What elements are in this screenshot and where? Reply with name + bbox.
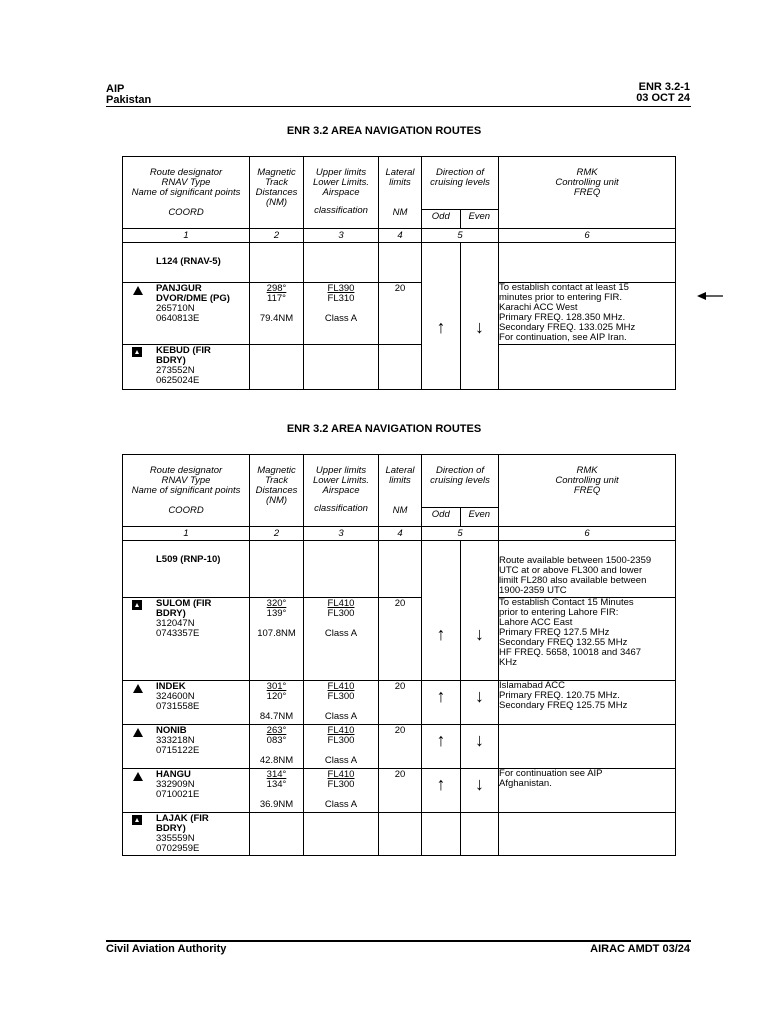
track-in: 120°	[266, 691, 287, 702]
upper-limit: FL410	[327, 598, 355, 609]
point-row	[123, 598, 676, 681]
point-lat: 335559N	[156, 833, 195, 844]
lateral-limit: 20	[394, 725, 406, 736]
up-arrow-icon: ↑	[436, 624, 446, 644]
empty-cell	[250, 813, 304, 856]
point-cell	[123, 283, 250, 345]
empty-cell	[379, 345, 422, 390]
up-arrow-icon: ↑	[436, 730, 446, 750]
even-direction-cell	[461, 769, 499, 813]
header-rule	[106, 106, 691, 107]
empty-cell	[499, 243, 676, 283]
col2-sub2: Distances	[255, 187, 298, 198]
distance: 42.8NM	[259, 755, 294, 766]
col6-sub2: FREQ	[573, 187, 601, 198]
col6-header	[499, 157, 676, 229]
remark-line: Islamabad ACC	[499, 680, 566, 691]
remark-line: To establish contact at least 15	[499, 282, 629, 293]
col6-header	[499, 455, 676, 527]
even-direction-cell	[461, 243, 499, 390]
point-lat: 273552N	[156, 365, 195, 376]
odd-label: Odd	[422, 210, 461, 228]
reporting-point-triangle-icon	[133, 728, 143, 737]
limits-cell	[304, 598, 379, 681]
lateral-cell	[379, 725, 422, 769]
col-number-1: 1	[123, 229, 250, 243]
remark-line: Lahore ACC East	[499, 617, 573, 628]
point-name-2: DVOR/DME (PG)	[156, 293, 230, 304]
col4-sub1: limits	[389, 475, 411, 486]
point-name: LAJAK (FIR	[156, 813, 209, 824]
header-page-number: ENR 3.2-1	[638, 81, 690, 93]
point-lon: 0702959E	[156, 843, 200, 854]
even-label: Even	[468, 509, 491, 520]
point-lat: 265710N	[156, 303, 195, 314]
point-row	[123, 681, 676, 725]
limits-cell	[304, 725, 379, 769]
empty-cell	[379, 243, 422, 283]
col2-title: Magnetic	[257, 465, 296, 476]
point-name: SULOM (FIR	[156, 598, 212, 609]
limits-cell	[304, 681, 379, 725]
empty-cell	[422, 813, 461, 856]
col-number-6: 6	[499, 527, 676, 541]
table-header-row	[123, 455, 676, 527]
remark-line: limilt FL280 also available between	[499, 575, 647, 586]
track-cell	[250, 681, 304, 725]
down-arrow-icon: ↓	[475, 774, 484, 794]
distance: 107.8NM	[257, 628, 296, 639]
empty-cell	[250, 345, 304, 390]
section-title-1: ENR 3.2 AREA NAVIGATION ROUTES	[286, 125, 482, 137]
point-row	[123, 813, 676, 856]
airspace-class: Class A	[324, 628, 358, 639]
track-in: 117°	[267, 293, 286, 304]
remark-line: Primary FREQ. 128.350 MHz.	[499, 312, 626, 323]
point-name: HANGU	[156, 769, 191, 780]
up-arrow-icon: ↑	[436, 317, 446, 337]
remark-line: 1900-2359 UTC	[499, 585, 567, 596]
col3-header	[304, 157, 379, 229]
point-name: PANJGUR	[156, 283, 202, 294]
col1-sub2: Name of significant points	[131, 187, 241, 198]
lateral-limit: 20	[394, 283, 406, 294]
remark-line: HF FREQ. 5658, 10018 and 3467	[499, 647, 642, 658]
even-direction-cell	[461, 725, 499, 769]
lower-limit: FL300	[327, 735, 355, 746]
lower-limit: FL300	[327, 691, 355, 702]
even-label: Even	[468, 211, 491, 222]
point-row	[123, 769, 676, 813]
col6-sub2: FREQ	[573, 485, 601, 496]
col2-title: Magnetic	[257, 167, 296, 178]
col5-header	[422, 455, 499, 527]
empty-cell	[499, 725, 676, 769]
col4-title: Lateral	[385, 167, 415, 178]
col1-sub2: Name of significant points	[131, 485, 241, 496]
header-date: 03 OCT 24	[636, 92, 690, 104]
point-sulom	[123, 598, 249, 639]
table-header-row	[123, 157, 676, 229]
up-arrow-icon: ↑	[436, 774, 446, 794]
col6-sub1: Controlling unit	[555, 177, 619, 188]
point-lon: 0715122E	[156, 745, 200, 756]
col4-header	[379, 157, 422, 229]
route-designator: L124 (RNAV-5)	[156, 256, 221, 267]
routes-table-l124	[122, 156, 676, 390]
upper-limit: FL410	[327, 725, 355, 736]
upper-limit: FL390	[327, 283, 355, 294]
amendment-arrow-icon	[697, 290, 723, 302]
col4-sub2: NM	[392, 207, 408, 218]
down-arrow-icon: ↓	[475, 317, 484, 337]
point-cell	[123, 681, 250, 725]
empty-cell	[304, 243, 379, 283]
col3-title: Upper limits	[315, 167, 367, 178]
point-lon: 0640813E	[156, 313, 200, 324]
col4-sub2: NM	[392, 505, 408, 516]
point-name-2: BDRY)	[156, 608, 186, 619]
distance: 84.7NM	[259, 711, 294, 722]
point-lajak	[123, 813, 249, 854]
empty-cell	[304, 345, 379, 390]
odd-direction-cell	[422, 541, 461, 681]
lateral-limit: 20	[394, 681, 406, 692]
remark-line: Primary FREQ 127.5 MHz	[499, 627, 610, 638]
header-aip: AIP	[106, 83, 125, 95]
track-cell	[250, 598, 304, 681]
col1-header	[123, 455, 250, 527]
col6-title: RMK	[576, 465, 598, 476]
header-left	[106, 84, 151, 106]
column-number-row	[123, 527, 676, 541]
col5-title: Direction of	[435, 465, 485, 476]
track-out: 263°	[266, 725, 287, 736]
col3-title: Upper limits	[315, 465, 367, 476]
remark-line: Karachi ACC West	[499, 302, 578, 313]
point-nonib	[123, 725, 249, 756]
empty-cell	[461, 813, 499, 856]
col-number-5: 5	[422, 229, 499, 243]
odd-even-row	[422, 209, 498, 228]
remark-line: For continuation, see AIP Iran.	[499, 332, 627, 343]
airspace-class: Class A	[324, 799, 358, 810]
point-lat: 324600N	[156, 691, 195, 702]
remark-line: To establish Contact 15 Minutes	[499, 597, 634, 608]
point-lat: 333218N	[156, 735, 195, 746]
empty-cell	[304, 813, 379, 856]
col1-sub3: COORD	[168, 207, 204, 218]
track-cell	[250, 283, 304, 345]
fir-boundary-icon	[132, 600, 142, 610]
col2-sub3: (NM)	[265, 495, 288, 506]
col-number-2: 2	[250, 527, 304, 541]
col5-sub1: cruising levels	[430, 177, 490, 188]
point-hangu	[123, 769, 249, 800]
point-kebud	[123, 345, 249, 386]
remarks-cell	[499, 598, 676, 681]
col-number-3: 3	[304, 527, 379, 541]
point-name: NONIB	[156, 725, 187, 736]
empty-cell	[304, 541, 379, 598]
empty-cell	[379, 541, 422, 598]
empty-cell	[499, 345, 676, 390]
col2-sub2: Distances	[255, 485, 298, 496]
col5-title: Direction of	[435, 167, 485, 178]
route-designator-cell	[123, 541, 250, 598]
track-out: 320°	[266, 598, 287, 609]
empty-cell	[250, 541, 304, 598]
col1-header	[123, 157, 250, 229]
remark-line: For continuation see AIP	[499, 768, 603, 779]
col-number-3: 3	[304, 229, 379, 243]
distance: 36.9NM	[259, 799, 294, 810]
odd-direction-cell	[422, 681, 461, 725]
remark-line: Secondary FREQ 125.75 MHz	[499, 700, 628, 711]
remark-line: Secondary FREQ 132.55 MHz	[499, 637, 628, 648]
upper-limit: FL410	[327, 769, 355, 780]
point-cell	[123, 813, 250, 856]
airspace-class: Class A	[324, 711, 358, 722]
col2-sub1: Track	[264, 177, 289, 188]
even-direction-cell	[461, 681, 499, 725]
remarks-cell	[499, 769, 676, 813]
point-cell	[123, 598, 250, 681]
col6-sub1: Controlling unit	[555, 475, 619, 486]
col5-header	[422, 157, 499, 229]
fir-boundary-icon	[132, 815, 142, 825]
airspace-class: Class A	[324, 313, 358, 324]
odd-label: Odd	[422, 508, 461, 526]
col1-sub3: COORD	[168, 505, 204, 516]
footer-rule	[106, 940, 691, 942]
upper-limit: FL410	[327, 681, 355, 692]
odd-direction-cell	[422, 769, 461, 813]
lateral-cell	[379, 769, 422, 813]
col5-sub1: cruising levels	[430, 475, 490, 486]
empty-cell	[250, 243, 304, 283]
col3-header	[304, 455, 379, 527]
col1-title: Route designator	[149, 167, 223, 178]
reporting-point-triangle-icon	[133, 684, 143, 693]
point-name: INDEK	[156, 681, 186, 692]
point-lat: 312047N	[156, 618, 195, 629]
routes-table-l509	[122, 454, 676, 856]
point-name-2: BDRY)	[156, 355, 186, 366]
route-remarks-cell	[499, 541, 676, 598]
col2-sub3: (NM)	[265, 197, 288, 208]
distance: 79.4NM	[259, 313, 294, 324]
remark-line: Route available between 1500-2359	[499, 555, 652, 566]
point-lon: 0710021E	[156, 789, 200, 800]
odd-direction-cell	[422, 243, 461, 390]
lateral-cell	[379, 598, 422, 681]
route-row	[123, 541, 676, 598]
col3-sub1: Lower Limits.	[313, 177, 369, 188]
col4-title: Lateral	[385, 465, 415, 476]
point-name: KEBUD (FIR	[156, 345, 211, 356]
point-name-2: BDRY)	[156, 823, 186, 834]
odd-direction-cell	[422, 725, 461, 769]
remark-line: minutes prior to entering FIR.	[499, 292, 623, 303]
col3-sub1: Lower Limits.	[313, 475, 369, 486]
airspace-class: Class A	[324, 755, 358, 766]
reporting-point-triangle-icon	[133, 772, 143, 781]
up-arrow-icon: ↑	[436, 686, 446, 706]
lower-limit: FL300	[327, 779, 355, 790]
point-cell	[123, 769, 250, 813]
point-cell	[123, 725, 250, 769]
odd-even-row	[422, 507, 498, 526]
track-in: 083°	[266, 735, 287, 746]
col1-sub1: RNAV Type	[161, 475, 211, 486]
remarks-cell	[499, 283, 676, 345]
col3-sub3: classification	[314, 503, 368, 514]
limits-cell	[304, 283, 379, 345]
down-arrow-icon: ↓	[475, 624, 484, 644]
reporting-point-triangle-icon	[133, 286, 143, 295]
track-out: 298°	[266, 283, 287, 294]
col-number-5: 5	[422, 527, 499, 541]
point-row	[123, 725, 676, 769]
route-designator-cell	[123, 243, 250, 283]
col2-header	[250, 455, 304, 527]
even-direction-cell	[461, 541, 499, 681]
point-lon: 0731558E	[156, 701, 200, 712]
remark-line: prior to entering Lahore FIR:	[499, 607, 619, 618]
route-row	[123, 243, 676, 283]
track-cell	[250, 725, 304, 769]
fir-boundary-icon	[132, 347, 142, 357]
remarks-cell	[499, 681, 676, 725]
col3-sub2: Airspace	[322, 187, 360, 198]
track-in: 134°	[266, 779, 287, 790]
point-row	[123, 345, 676, 390]
remark-line: Primary FREQ. 120.75 MHz.	[499, 690, 620, 701]
section-title-2: ENR 3.2 AREA NAVIGATION ROUTES	[286, 423, 482, 435]
point-lat: 332909N	[156, 779, 195, 790]
lateral-limit: 20	[394, 769, 406, 780]
track-out: 314°	[266, 769, 287, 780]
track-out: 301°	[266, 681, 287, 692]
route-designator: L509 (RNP-10)	[156, 554, 221, 565]
point-row	[123, 283, 676, 345]
lower-limit: FL310	[327, 293, 355, 304]
col3-sub3: classification	[314, 205, 368, 216]
lower-limit: FL300	[327, 608, 355, 619]
remark-line: Afghanistan.	[499, 778, 552, 789]
col1-sub1: RNAV Type	[161, 177, 211, 188]
column-number-row	[123, 229, 676, 243]
footer-authority: Civil Aviation Authority	[106, 943, 227, 955]
header-right	[636, 82, 690, 104]
point-cell	[123, 345, 250, 390]
remark-line: KHz	[499, 657, 517, 668]
point-lon: 0743357E	[156, 628, 200, 639]
remark-line: UTC at or above FL300 and lower	[499, 565, 643, 576]
track-cell	[250, 769, 304, 813]
col-number-4: 4	[379, 229, 422, 243]
empty-cell	[379, 813, 422, 856]
limits-cell	[304, 769, 379, 813]
col-number-6: 6	[499, 229, 676, 243]
col-number-1: 1	[123, 527, 250, 541]
empty-cell	[499, 813, 676, 856]
footer-amendment: AIRAC AMDT 03/24	[590, 943, 690, 955]
point-panjgur	[123, 283, 249, 324]
col1-title: Route designator	[149, 465, 223, 476]
col6-title: RMK	[576, 167, 598, 178]
col-number-4: 4	[379, 527, 422, 541]
lateral-cell	[379, 283, 422, 345]
col3-sub2: Airspace	[322, 485, 360, 496]
col4-sub1: limits	[389, 177, 411, 188]
down-arrow-icon: ↓	[475, 730, 484, 750]
down-arrow-icon: ↓	[475, 686, 484, 706]
col4-header	[379, 455, 422, 527]
col2-sub1: Track	[264, 475, 289, 486]
lateral-limit: 20	[394, 598, 406, 609]
lateral-cell	[379, 681, 422, 725]
col2-header	[250, 157, 304, 229]
point-indek	[123, 681, 249, 712]
header-country: Pakistan	[106, 94, 152, 106]
col-number-2: 2	[250, 229, 304, 243]
track-in: 139°	[266, 608, 287, 619]
point-lon: 0625024E	[156, 375, 200, 386]
remark-line: Secondary FREQ. 133.025 MHz	[499, 322, 636, 333]
